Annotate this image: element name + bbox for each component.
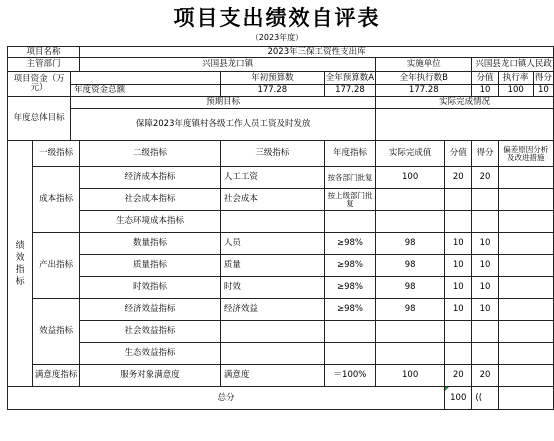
score-cell bbox=[472, 343, 498, 365]
expected-goal-text: 保障2023年度镇村各级工作人员工资及时发放 bbox=[71, 109, 376, 141]
page-title: 项目支出绩效自评表 bbox=[173, 5, 381, 30]
reason-cell bbox=[498, 277, 553, 299]
full-budget-value: 177.28 bbox=[324, 85, 375, 97]
lvl3-header: 三级指标 bbox=[220, 141, 324, 167]
actual-cell bbox=[376, 211, 445, 233]
lvl3-cell bbox=[220, 321, 324, 343]
fund-blank bbox=[71, 72, 221, 85]
dept-label: 主管部门 bbox=[8, 58, 80, 72]
reason-cell bbox=[498, 343, 553, 365]
target-cell: ＝100% bbox=[324, 365, 375, 387]
value-cell bbox=[445, 211, 472, 233]
lvl2-header: 二级指标 bbox=[80, 141, 221, 167]
actual-cell: 98 bbox=[376, 277, 445, 299]
reason-header: 偏差原因分析及改进措施 bbox=[498, 141, 553, 167]
exec-rate-header: 执行率 bbox=[498, 72, 533, 85]
value-cell bbox=[445, 321, 472, 343]
impl-unit-label: 实施单位 bbox=[376, 58, 472, 72]
score-value-cell: 10 bbox=[472, 85, 498, 97]
lvl2-cell: 数量指标 bbox=[80, 233, 221, 255]
total-blank bbox=[498, 387, 553, 410]
actual-header: 实际完成值 bbox=[376, 141, 445, 167]
target-header: 年度指标 bbox=[324, 141, 375, 167]
dept-value: 兴国县龙口镇 bbox=[80, 58, 376, 72]
page-subtitle: （2023年度） bbox=[250, 33, 304, 42]
group-output: 产出指标 bbox=[33, 233, 80, 299]
target-cell: ≥98% bbox=[324, 277, 375, 299]
score-cell: 20 bbox=[472, 167, 498, 189]
lvl2-cell: 经济成本指标 bbox=[80, 167, 221, 189]
reason-cell bbox=[498, 167, 553, 189]
lvl2-cell: 质量指标 bbox=[80, 255, 221, 277]
reason-cell bbox=[498, 233, 553, 255]
lvl3-cell: 时效 bbox=[220, 277, 324, 299]
score-cell: 20 bbox=[472, 365, 498, 387]
annual-goal-label: 年度总体目标 bbox=[8, 97, 71, 141]
group-cost: 成本指标 bbox=[33, 167, 80, 233]
target-cell: ≥98% bbox=[324, 299, 375, 321]
score-cell bbox=[472, 321, 498, 343]
score-cell: 10 bbox=[472, 233, 498, 255]
actual-cell bbox=[376, 321, 445, 343]
value-cell: 10 bbox=[445, 255, 472, 277]
lvl3-cell: 社会成本 bbox=[220, 189, 324, 211]
score-header-2: 得分 bbox=[472, 141, 498, 167]
score-cell bbox=[472, 189, 498, 211]
reason-cell bbox=[498, 299, 553, 321]
value-cell: 10 bbox=[445, 277, 472, 299]
group-satisfaction: 满意度指标 bbox=[33, 365, 80, 387]
reason-cell bbox=[498, 321, 553, 343]
target-cell bbox=[324, 321, 375, 343]
actual-cell: 100 bbox=[376, 365, 445, 387]
score-header: 得分 bbox=[534, 72, 552, 83]
exec-rate-value: 100 bbox=[498, 85, 533, 97]
lvl2-cell: 社会成本指标 bbox=[80, 189, 221, 211]
lvl3-cell bbox=[220, 211, 324, 233]
lvl3-cell: 人员 bbox=[220, 233, 324, 255]
reason-cell bbox=[498, 211, 553, 233]
actual-cell: 98 bbox=[376, 299, 445, 321]
actual-completion-label: 实际完成情况 bbox=[376, 97, 554, 109]
lvl2-cell: 时效指标 bbox=[80, 277, 221, 299]
lvl3-cell: 满意度 bbox=[220, 365, 324, 387]
error-flag-icon bbox=[445, 387, 449, 391]
target-cell: 按各部门批复 bbox=[324, 167, 375, 189]
group-benefit: 效益指标 bbox=[33, 299, 80, 365]
lvl1-header: 一级指标 bbox=[33, 141, 80, 167]
impl-unit-value: 兴国县龙口镇人民政 bbox=[472, 58, 554, 72]
target-cell: ≥98% bbox=[324, 255, 375, 277]
lvl2-cell: 社会效益指标 bbox=[80, 321, 221, 343]
value-cell: 20 bbox=[445, 365, 472, 387]
actual-cell: 100 bbox=[376, 167, 445, 189]
target-cell bbox=[324, 343, 375, 365]
actual-cell: 98 bbox=[376, 255, 445, 277]
value-cell bbox=[445, 343, 472, 365]
actual-cell bbox=[376, 343, 445, 365]
reason-cell bbox=[498, 365, 553, 387]
value-cell: 20 bbox=[445, 167, 472, 189]
perf-indicator-label: 绩效指标 bbox=[8, 141, 33, 387]
expected-goal-label: 预期目标 bbox=[71, 97, 376, 109]
performance-table bbox=[7, 46, 554, 410]
lvl3-cell: 质量 bbox=[220, 255, 324, 277]
full-exec-value: 177.28 bbox=[376, 85, 472, 97]
project-name-label: 项目名称 bbox=[8, 47, 80, 58]
value-header: 分值 bbox=[445, 141, 472, 167]
target-cell: 按上级部门批复 bbox=[324, 189, 375, 211]
score-cell: 10 bbox=[472, 277, 498, 299]
total-label: 总分 bbox=[8, 387, 445, 410]
lvl3-cell: 经济效益 bbox=[220, 299, 324, 321]
initial-budget-value: 177.28 bbox=[220, 85, 324, 97]
fund-label: 项目资金（万元） bbox=[8, 72, 71, 97]
total-value-text: 100 bbox=[450, 392, 467, 403]
score-cell: 10 bbox=[472, 299, 498, 321]
reason-cell bbox=[498, 255, 553, 277]
total-value bbox=[445, 387, 472, 410]
reason-cell bbox=[498, 189, 553, 211]
project-name-value: 2023年三保工资性支出库 bbox=[80, 47, 554, 58]
score-cell: 10 bbox=[533, 85, 553, 97]
fund-total-label: 年度资金总额 bbox=[71, 85, 221, 97]
lvl2-cell: 生态环境成本指标 bbox=[80, 211, 221, 233]
actual-cell bbox=[376, 189, 445, 211]
actual-cell: 98 bbox=[376, 233, 445, 255]
score-cell: 10 bbox=[472, 255, 498, 277]
value-cell: 10 bbox=[445, 299, 472, 321]
value-cell: 10 bbox=[445, 233, 472, 255]
value-cell bbox=[445, 189, 472, 211]
score-cell bbox=[472, 211, 498, 233]
lvl2-cell: 生态效益指标 bbox=[80, 343, 221, 365]
target-cell: ≥98% bbox=[324, 233, 375, 255]
score-value-header: 分值 bbox=[472, 72, 498, 85]
full-exec-header: 全年执行数B bbox=[376, 72, 472, 85]
target-cell bbox=[324, 211, 375, 233]
lvl3-cell: 人工工资 bbox=[220, 167, 324, 189]
actual-completion-text bbox=[376, 109, 554, 141]
total-score: (( bbox=[472, 387, 498, 410]
initial-budget-header: 年初预算数 bbox=[220, 72, 324, 85]
lvl2-cell: 服务对象满意度 bbox=[80, 365, 221, 387]
full-budget-header: 全年预算数A bbox=[325, 72, 375, 83]
lvl2-cell: 经济效益指标 bbox=[80, 299, 221, 321]
lvl3-cell bbox=[220, 343, 324, 365]
